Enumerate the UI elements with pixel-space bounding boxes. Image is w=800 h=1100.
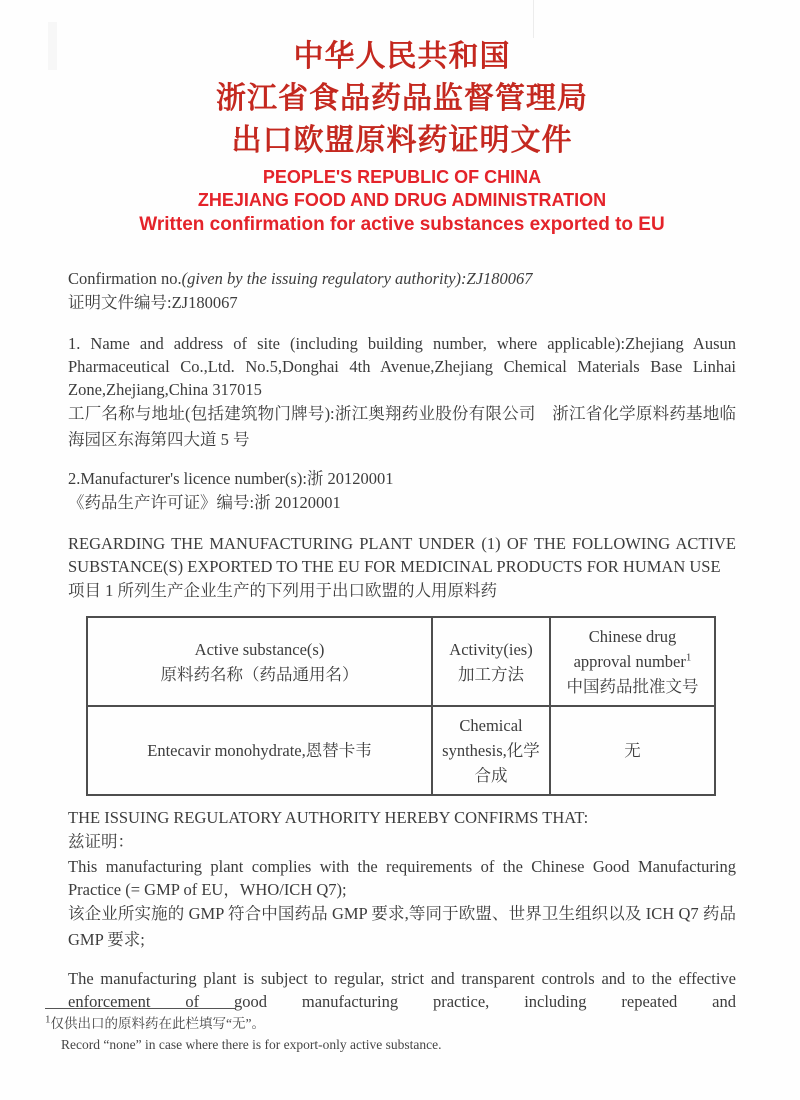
item2-licence-en: 2.Manufacturer's licence number(s):浙 20120001 xyxy=(68,469,394,488)
regarding-en: REGARDING THE MANUFACTURING PLANT UNDER (1) OF THE FOLLOWING ACTIVE SUBSTANCE(S) EXPORTED TO THE EU FOR MEDICINAL PRODUCTS FOR HUMAN USE xyxy=(68,534,736,576)
cell-activity: Chemical synthesis,化学合成 xyxy=(432,706,550,795)
substance-table xyxy=(86,616,716,796)
item1-site-cn: 工厂名称与地址(包括建筑物门牌号):浙江奥翔药业股份有限公司 浙江省化学原料药基地临海园区东海第四大道 5 号 xyxy=(68,404,736,449)
regarding-block xyxy=(68,532,736,604)
footnote-number: 1 xyxy=(45,1013,51,1026)
header-active-substance: Active substance(s) 原料药名称（药品通用名） xyxy=(87,617,432,706)
controls-statement-en: The manufacturing plant is subject to regular, strict and transparent controls and to the effective enforcement of good manufacturing practice, including repeated and xyxy=(68,969,736,1011)
item2-licence-block xyxy=(68,467,736,516)
gmp-statement-cn: 该企业所实施的 GMP 符合中国药品 GMP 要求,等同于欧盟、世界卫生组织以及 ICH Q7 药品 GMP 要求; xyxy=(68,904,736,949)
header-approval-number: Chinese drug approval number$^1$ 中国药品批准文号 xyxy=(550,617,715,706)
title-en-line-authority: ZHEJIANG FOOD AND DRUG ADMINISTRATION xyxy=(197,190,607,210)
gmp-statement-en: This manufacturing plant complies with the requirements of the Chinese Good Manufacturing Practice (= GMP of EU，WHO/ICH Q7); xyxy=(68,857,736,899)
scan-artifact-smudge xyxy=(48,22,57,70)
title-cn-line-country: 中华人民共和国 xyxy=(293,40,511,73)
confirms-block xyxy=(68,806,736,1013)
table-row xyxy=(87,706,715,795)
item2-licence-cn: 《药品生产许可证》编号:浙 20120001 xyxy=(68,493,341,512)
footnote-divider xyxy=(45,1008,235,1009)
title-cn-line-authority: 浙江省食品药品监督管理局 xyxy=(216,82,588,115)
confirmation-number-cn: 证明文件编号:ZJ180067 xyxy=(68,293,238,312)
table-header-row xyxy=(87,617,715,706)
item1-site-block xyxy=(68,332,736,453)
cell-approval-number: 无 xyxy=(550,706,715,795)
confirmation-number-label: Confirmation no. xyxy=(68,269,182,288)
confirms-heading-cn: 兹证明： xyxy=(68,832,134,851)
header-activity: Activity(ies) 加工方法 xyxy=(432,617,550,706)
title-english xyxy=(68,166,736,237)
title-en-line-document: Written confirmation for active substances exported to EU xyxy=(139,214,665,235)
confirmation-number-value: (given by the issuing regulatory authority):ZJ180067 xyxy=(181,269,533,288)
regarding-cn: 项目 1 所列生产企业生产的下列用于出口欧盟的人用原料药 xyxy=(68,581,497,600)
footnote-block xyxy=(45,1008,605,1055)
footnote-cn: $^1$仅供出口的原料药在此栏填写“无”。 xyxy=(45,1013,265,1031)
title-chinese xyxy=(68,36,736,162)
title-cn-line-document: 出口欧盟原料药证明文件 xyxy=(231,124,573,157)
cell-active-substance: Entecavir monohydrate,恩替卡韦 xyxy=(87,706,432,795)
footnote-ref-superscript: 1 xyxy=(685,651,692,664)
title-en-line-country: PEOPLE'S REPUBLIC OF CHINA xyxy=(262,167,542,187)
scan-artifact-line xyxy=(533,0,534,38)
confirms-heading-en: THE ISSUING REGULATORY AUTHORITY HEREBY CONFIRMS THAT: xyxy=(68,808,589,827)
item1-site-en: 1. Name and address of site (including building number, where applicable):Zhejiang Ausun Pharmaceutical Co.,Ltd. No.5,Donghai 4th Avenue,Zhejiang Chemical Materials Base Linhai Zone,Zhejiang,China 317015 xyxy=(68,334,736,399)
confirmation-number-en xyxy=(68,267,736,290)
confirmation-number-block xyxy=(68,267,736,316)
footnote-en: Record “none” in case where there is for export-only active substance. xyxy=(61,1037,442,1052)
